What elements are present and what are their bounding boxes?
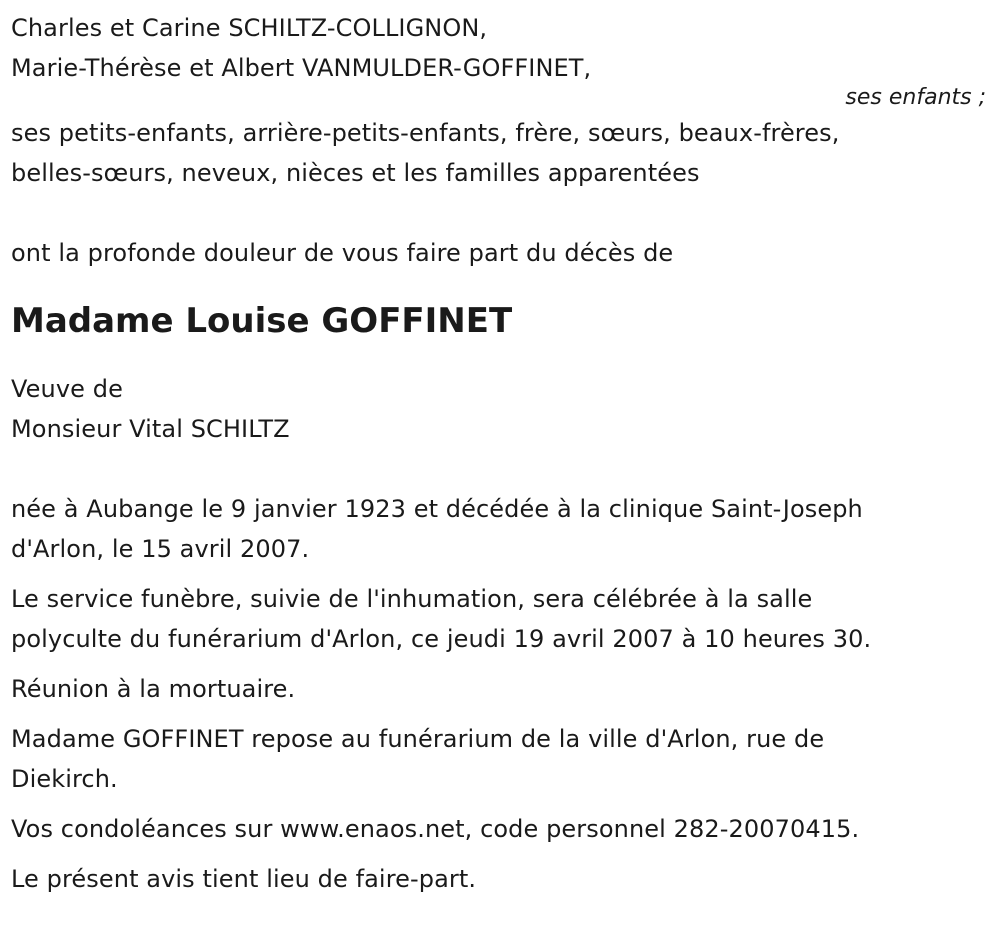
meeting-paragraph — [11, 669, 986, 709]
rest-line-2: Diekirch. — [11, 765, 118, 793]
spacer — [11, 345, 986, 369]
spacer — [11, 273, 986, 297]
family-line-3: ses petits-enfants, arrière-petits-enfants, frère, sœurs, beaux-frères, — [11, 119, 840, 147]
widow-line-1: Veuve de — [11, 375, 123, 403]
children-label: ses enfants ; — [845, 85, 986, 110]
widow-block — [11, 369, 986, 449]
birth-line-2: d'Arlon, le 15 avril 2007. — [11, 535, 310, 563]
meeting-line: Réunion à la mortuaire. — [11, 675, 296, 703]
birth-death-paragraph — [11, 489, 986, 569]
family-line-1: Charles et Carine SCHILTZ-COLLIGNON, — [11, 14, 488, 42]
deceased-name: Madame Louise GOFFINET — [11, 301, 513, 341]
rest-paragraph — [11, 719, 986, 799]
condolences-paragraph — [11, 809, 986, 849]
family-line-4: belles-sœurs, neveux, nièces et les familles apparentées — [11, 159, 700, 187]
notice-line: Le présent avis tient lieu de faire-part. — [11, 865, 477, 893]
service-line-1: Le service funèbre, suivie de l'inhumation, sera célébrée à la salle — [11, 585, 813, 613]
spacer — [11, 449, 986, 489]
birth-line-1: née à Aubange le 9 janvier 1923 et décédée à la clinique Saint-Joseph — [11, 495, 863, 523]
service-line-2: polyculte du funérarium d'Arlon, ce jeudi 19 avril 2007 à 10 heures 30. — [11, 625, 872, 653]
service-paragraph — [11, 579, 986, 659]
spacer — [11, 193, 986, 233]
rest-line-1: Madame GOFFINET repose au funérarium de la ville d'Arlon, rue de — [11, 725, 825, 753]
announcement-text: ont la profonde douleur de vous faire part du décès de — [11, 239, 674, 267]
widow-line-2: Monsieur Vital SCHILTZ — [11, 415, 290, 443]
notice-paragraph — [11, 859, 986, 899]
family-line-2: Marie-Thérèse et Albert VANMULDER-GOFFINET, — [11, 54, 592, 82]
family-block — [11, 8, 986, 193]
obituary-notice — [11, 8, 986, 909]
condolences-line: Vos condoléances sur www.enaos.net, code personnel 282-20070415. — [11, 815, 860, 843]
